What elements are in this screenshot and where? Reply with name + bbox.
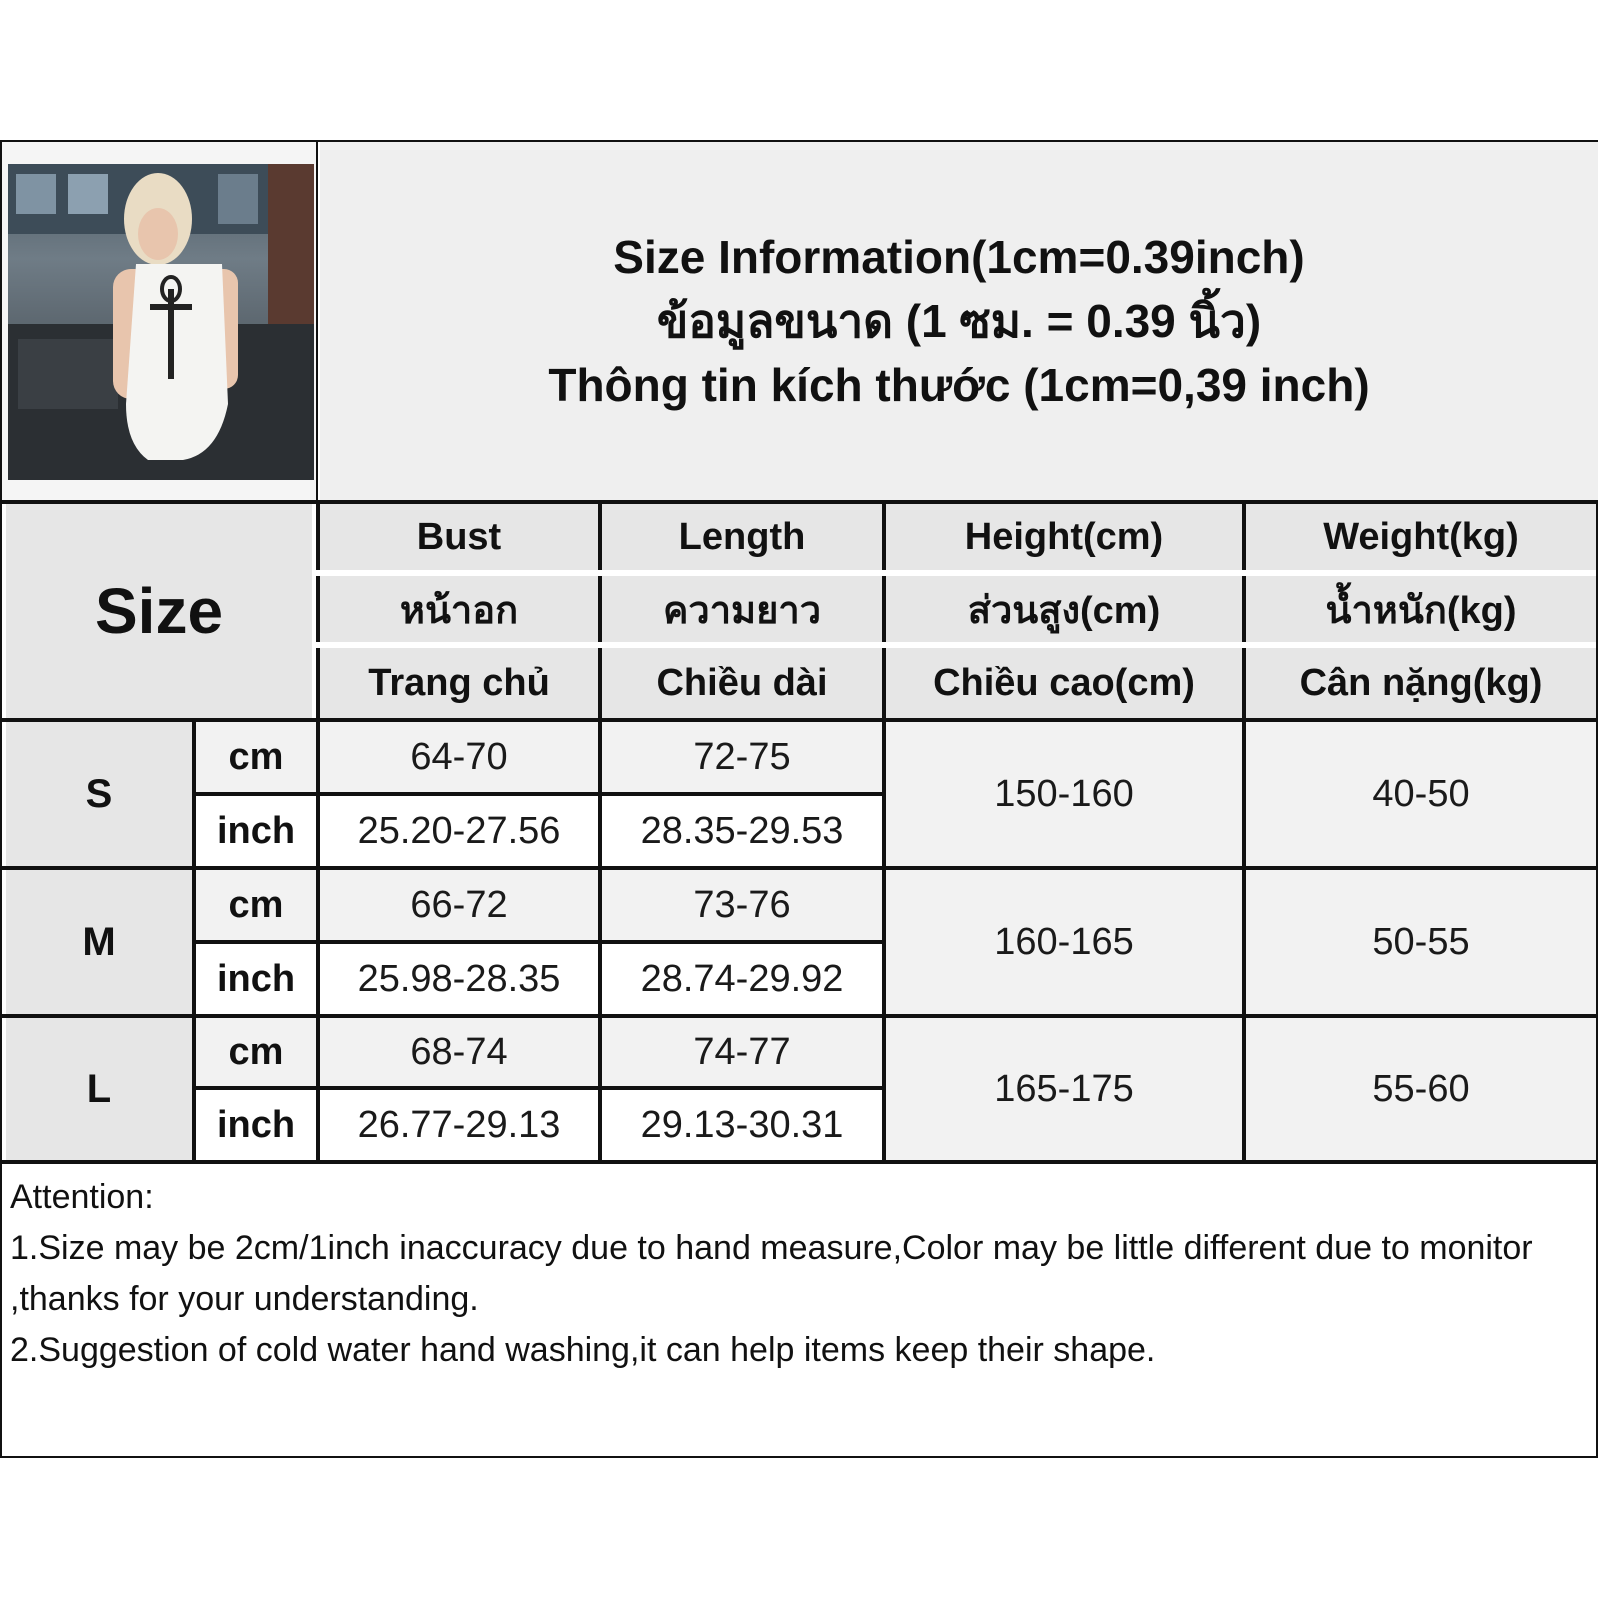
size-m-label: M bbox=[6, 870, 192, 1014]
length-inch-l: 29.13-30.31 bbox=[602, 1090, 882, 1160]
col-length-th: ความยาว bbox=[602, 576, 882, 642]
unit-cm-label: cm bbox=[196, 722, 316, 792]
unit-inch-label: inch bbox=[196, 944, 316, 1014]
bust-inch-s: 25.20-27.56 bbox=[320, 796, 598, 866]
photo-cell bbox=[2, 142, 318, 500]
col-length-en: Length bbox=[602, 504, 882, 570]
col-height-vi: Chiều cao(cm) bbox=[886, 648, 1242, 718]
bust-inch-l: 26.77-29.13 bbox=[320, 1090, 598, 1160]
weight-s: 40-50 bbox=[1246, 722, 1596, 866]
length-inch-m: 28.74-29.92 bbox=[602, 944, 882, 1014]
col-height-th: ส่วนสูง(cm) bbox=[886, 576, 1242, 642]
size-header: Size bbox=[6, 504, 312, 718]
bust-cm-m: 66-72 bbox=[320, 870, 598, 940]
attention-note-1: 1.Size may be 2cm/1inch inaccuracy due to hand measure,Color may be little different due to monitor ,thanks for your understanding. bbox=[10, 1229, 1543, 1318]
divider bbox=[316, 642, 1596, 648]
length-cm-m: 73-76 bbox=[602, 870, 882, 940]
attention-note-2: 2.Suggestion of cold water hand washing,it can help items keep their shape. bbox=[10, 1331, 1156, 1369]
col-length-vi: Chiều dài bbox=[602, 648, 882, 718]
model-illustration bbox=[8, 164, 314, 480]
divider bbox=[196, 792, 882, 796]
col-height-en: Height(cm) bbox=[886, 504, 1242, 570]
size-s-label: S bbox=[6, 722, 192, 866]
unit-inch-label: inch bbox=[196, 1090, 316, 1160]
height-s: 150-160 bbox=[886, 722, 1242, 866]
size-l-label: L bbox=[6, 1018, 192, 1160]
divider bbox=[192, 718, 196, 1164]
length-cm-l: 74-77 bbox=[602, 1018, 882, 1086]
weight-l: 55-60 bbox=[1246, 1018, 1596, 1160]
col-bust-vi: Trang chủ bbox=[320, 648, 598, 718]
col-weight-vi: Cân nặng(kg) bbox=[1246, 648, 1596, 718]
product-photo bbox=[8, 164, 314, 480]
bust-cm-l: 68-74 bbox=[320, 1018, 598, 1086]
length-cm-s: 72-75 bbox=[602, 722, 882, 792]
unit-cm-label: cm bbox=[196, 1018, 316, 1086]
divider bbox=[196, 1086, 882, 1090]
weight-m: 50-55 bbox=[1246, 870, 1596, 1014]
height-l: 165-175 bbox=[886, 1018, 1242, 1160]
bust-cm-s: 64-70 bbox=[320, 722, 598, 792]
divider bbox=[316, 570, 1596, 576]
attention-notes bbox=[2, 1164, 1596, 1456]
divider bbox=[196, 940, 882, 944]
col-bust-th: หน้าอก bbox=[320, 576, 598, 642]
divider bbox=[316, 500, 320, 722]
title-thai: ข้อมูลขนาด (1 ซม. = 0.39 นิ้ว) bbox=[656, 295, 1262, 347]
bust-inch-m: 25.98-28.35 bbox=[320, 944, 598, 1014]
size-chart bbox=[0, 140, 1598, 1458]
attention-heading: Attention: bbox=[10, 1178, 154, 1216]
height-m: 160-165 bbox=[886, 870, 1242, 1014]
col-weight-th: น้ำหนัก(kg) bbox=[1246, 576, 1596, 642]
title-block bbox=[320, 142, 1598, 500]
title-english: Size Information(1cm=0.39inch) bbox=[613, 231, 1305, 283]
length-inch-s: 28.35-29.53 bbox=[602, 796, 882, 866]
col-weight-en: Weight(kg) bbox=[1246, 504, 1596, 570]
col-bust-en: Bust bbox=[320, 504, 598, 570]
unit-inch-label: inch bbox=[196, 796, 316, 866]
divider bbox=[316, 718, 320, 1164]
title-vietnamese: Thông tin kích thước (1cm=0,39 inch) bbox=[548, 359, 1370, 411]
unit-cm-label: cm bbox=[196, 870, 316, 940]
